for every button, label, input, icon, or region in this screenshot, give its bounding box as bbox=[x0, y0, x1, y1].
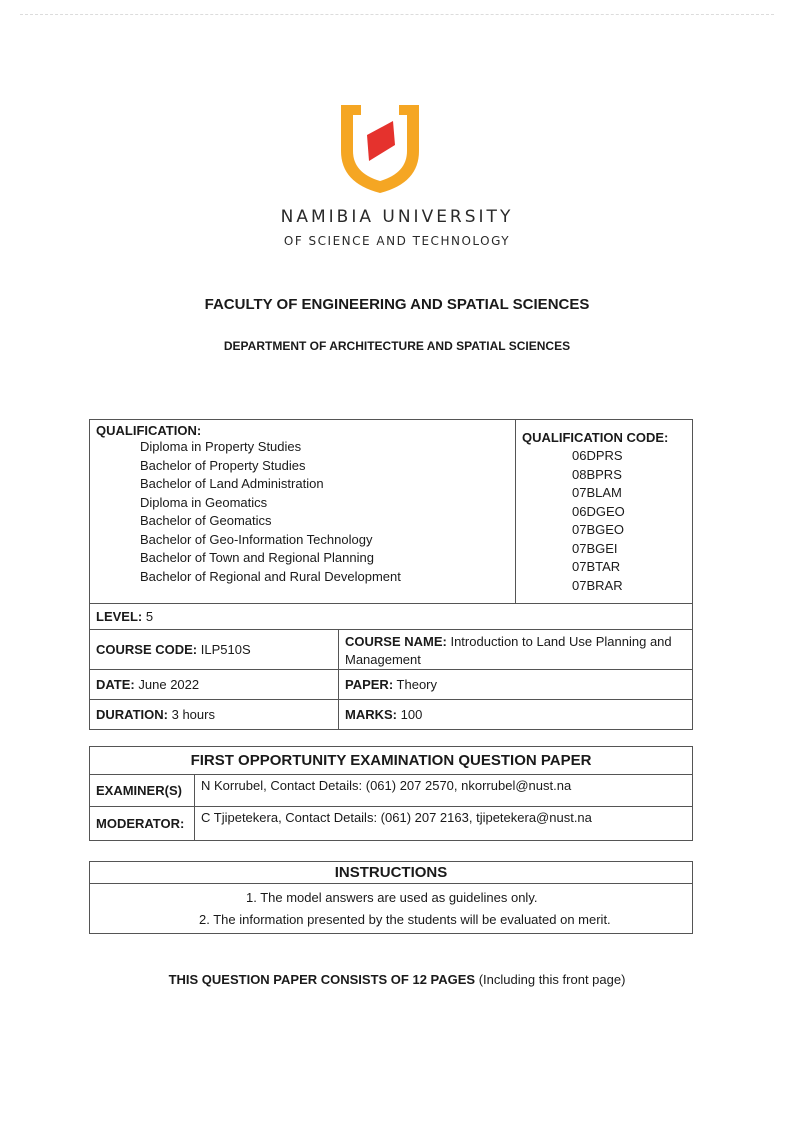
qualification-item: Bachelor of Land Administration bbox=[140, 476, 324, 491]
faculty-heading: FACULTY OF ENGINEERING AND SPATIAL SCIENCES bbox=[204, 296, 590, 313]
qualification-code: 07BLAM bbox=[572, 485, 622, 500]
duration-cell bbox=[90, 700, 339, 730]
top-divider bbox=[20, 14, 774, 15]
university-name: NAMIBIA UNIVERSITY bbox=[280, 207, 514, 227]
course-name-label: COURSE NAME: bbox=[345, 634, 447, 649]
page-count-normal: (Including this front page) bbox=[478, 972, 626, 987]
qualification-code-label: QUALIFICATION CODE: bbox=[522, 430, 669, 445]
qualification-label: QUALIFICATION: bbox=[96, 423, 202, 438]
date-cell bbox=[90, 670, 339, 700]
examiner-value: N Korrubel, Contact Details: (061) 207 2570, nkorrubel@nust.na bbox=[195, 775, 693, 807]
qualification-code: 07BGEI bbox=[572, 540, 618, 556]
qualification-list bbox=[96, 438, 509, 586]
page-count-note bbox=[0, 972, 794, 987]
instruction-item: 2. The information presented by the students will be evaluated on merit. bbox=[199, 912, 611, 927]
page-count-bold: THIS QUESTION PAPER CONSISTS OF 12 PAGES bbox=[168, 972, 476, 987]
qualification-item: Bachelor of Town and Regional Planning bbox=[140, 550, 374, 565]
university-subtitle: OF SCIENCE AND TECHNOLOGY bbox=[283, 234, 511, 248]
marks-cell bbox=[339, 700, 693, 730]
examiner-label: EXAMINER(S) bbox=[90, 775, 195, 807]
instruction-item: 1. The model answers are used as guidelines only. bbox=[246, 890, 538, 905]
paper-cell bbox=[339, 670, 693, 700]
course-name-value: Introduction to Land Use Planning and Management bbox=[345, 634, 672, 667]
paper-label: PAPER: bbox=[345, 677, 394, 692]
qualification-code: 07BRAR bbox=[572, 577, 623, 593]
qualification-item: Bachelor of Geo-Information Technology bbox=[140, 531, 373, 547]
nust-logo-icon bbox=[337, 99, 423, 195]
qualification-code: 06DGEO bbox=[572, 503, 625, 519]
qualification-code: 07BGEO bbox=[572, 522, 625, 537]
marks-label: MARKS: bbox=[345, 707, 397, 722]
qualification-code: 08BPRS bbox=[572, 466, 622, 482]
qualification-item: Bachelor of Property Studies bbox=[140, 457, 306, 473]
moderator-value: C Tjipetekera, Contact Details: (061) 207 2163, tjipetekera@nust.na bbox=[195, 807, 693, 841]
qualification-item: Bachelor of Regional and Rural Development bbox=[140, 568, 401, 584]
qualification-item: Diploma in Geomatics bbox=[140, 494, 268, 510]
date-value: June 2022 bbox=[138, 677, 200, 692]
department-heading: DEPARTMENT OF ARCHITECTURE AND SPATIAL SCIENCES bbox=[223, 339, 571, 353]
qualification-code: 07BTAR bbox=[572, 559, 621, 574]
qualification-code-cell bbox=[516, 420, 693, 604]
duration-value: 3 hours bbox=[171, 707, 215, 722]
instructions-table bbox=[89, 861, 693, 934]
qualification-code: 06DPRS bbox=[572, 448, 623, 463]
qualification-item: Diploma in Property Studies bbox=[140, 439, 302, 454]
course-code-cell bbox=[90, 630, 339, 670]
paper-value: Theory bbox=[396, 677, 438, 692]
instructions-body bbox=[90, 884, 693, 934]
qualification-code-list bbox=[522, 445, 686, 595]
course-name-cell bbox=[339, 630, 693, 670]
level-value: 5 bbox=[145, 609, 154, 624]
course-code-label: COURSE CODE: bbox=[96, 642, 198, 657]
marks-value: 100 bbox=[400, 707, 423, 722]
course-code-value: ILP510S bbox=[200, 642, 251, 657]
course-details-table bbox=[89, 419, 693, 730]
exam-title: FIRST OPPORTUNITY EXAMINATION QUESTION PAPER bbox=[90, 747, 693, 775]
level-cell bbox=[90, 604, 693, 630]
moderator-label: MODERATOR: bbox=[90, 807, 195, 841]
qualification-item: Bachelor of Geomatics bbox=[140, 513, 272, 528]
instructions-title: INSTRUCTIONS bbox=[90, 862, 693, 884]
duration-label: DURATION: bbox=[96, 707, 168, 722]
level-label: LEVEL: bbox=[96, 609, 143, 624]
qualification-cell bbox=[90, 420, 516, 604]
date-label: DATE: bbox=[96, 677, 135, 692]
exam-info-table bbox=[89, 746, 693, 841]
